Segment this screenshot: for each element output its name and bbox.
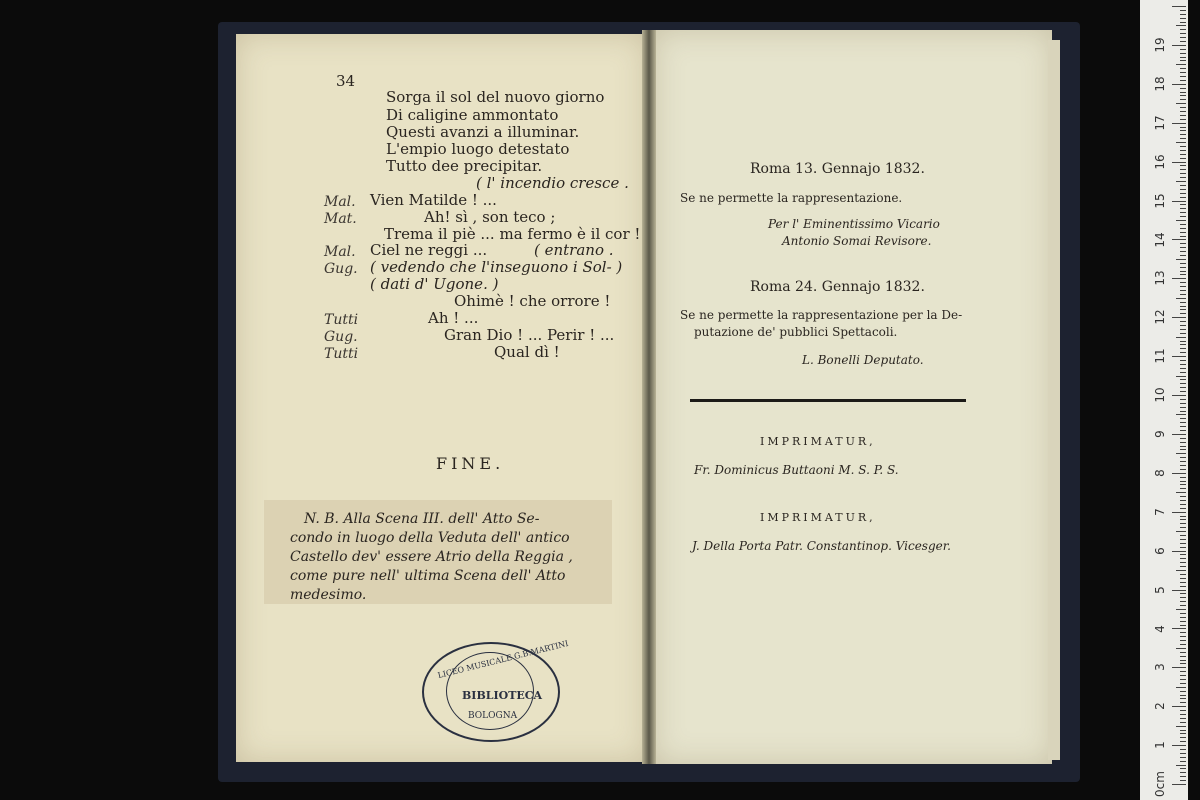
dialogue-line: Ah! sì , son teco ;	[424, 208, 556, 226]
ruler-tick	[1176, 298, 1186, 299]
ruler-tick	[1180, 360, 1186, 361]
ruler-tick	[1180, 189, 1186, 190]
ruler-number: 1	[1153, 741, 1167, 750]
ruler-tick	[1180, 508, 1186, 509]
signature-line: Per l' Eminentissimo Vicario	[768, 217, 940, 231]
ruler-tick	[1180, 364, 1186, 365]
ruler-tick	[1180, 547, 1186, 548]
ruler-tick	[1180, 22, 1186, 23]
ruler-tick	[1180, 500, 1186, 501]
ruler-tick	[1180, 411, 1186, 412]
ruler-tick	[1172, 395, 1186, 396]
note-line: N. B. Alla Scena III. dell' Atto Se-	[304, 511, 540, 527]
speaker-label: Gug.	[324, 261, 358, 277]
ruler-tick	[1180, 469, 1186, 470]
dialogue-line: Ah ! ...	[428, 309, 479, 327]
speaker-label: Mal.	[324, 194, 356, 210]
ruler-number: 11	[1153, 348, 1167, 364]
ruler-number: 13	[1153, 270, 1167, 287]
ruler-tick	[1172, 84, 1186, 85]
ruler-tick	[1180, 138, 1186, 139]
ruler-tick	[1172, 706, 1186, 707]
ruler-tick	[1180, 119, 1186, 120]
ruler-tick	[1180, 95, 1186, 96]
ruler-tick	[1180, 169, 1186, 170]
note-line: medesimo.	[290, 587, 367, 603]
ruler-tick	[1180, 57, 1186, 58]
ruler-tick	[1180, 197, 1186, 198]
ruler-tick	[1180, 488, 1186, 489]
ruler-tick	[1180, 733, 1186, 734]
ruler-tick	[1180, 383, 1186, 384]
ruler-tick	[1180, 154, 1186, 155]
ruler-tick	[1180, 134, 1186, 135]
ruler-tick	[1180, 49, 1186, 50]
dialogue-line: ( dati d' Ugone. )	[370, 275, 499, 293]
ruler-tick	[1180, 601, 1186, 602]
ruler-tick	[1180, 294, 1186, 295]
ruler-tick	[1180, 776, 1186, 777]
ruler-tick	[1180, 403, 1186, 404]
page-number: 34	[336, 72, 356, 90]
ruler-tick	[1180, 753, 1186, 754]
ruler-tick	[1176, 337, 1186, 338]
ruler-tick	[1180, 663, 1186, 664]
ruler-tick	[1180, 749, 1186, 750]
book-gutter	[642, 30, 656, 764]
verse-line: Di caligine ammontato	[386, 106, 559, 124]
ruler-tick	[1180, 18, 1186, 19]
signature-line: Antonio Somai Revisore.	[782, 234, 932, 248]
ruler-tick	[1176, 570, 1186, 571]
ruler-tick	[1176, 376, 1186, 377]
ruler-tick	[1172, 628, 1186, 629]
ruler-tick	[1172, 434, 1186, 435]
ruler-tick	[1180, 644, 1186, 645]
ruler-tick	[1180, 695, 1186, 696]
ruler-tick	[1180, 267, 1186, 268]
ruler-tick	[1176, 259, 1186, 260]
verse-line: Tutto dee precipitar.	[386, 157, 543, 175]
ruler-tick	[1176, 648, 1186, 649]
ruler-tick	[1176, 142, 1186, 143]
note-line: condo in luogo della Veduta dell' antico	[290, 530, 570, 546]
ruler-tick	[1180, 516, 1186, 517]
ruler-tick	[1180, 593, 1186, 594]
ruler-number: 2	[1153, 702, 1167, 711]
ruler-tick	[1180, 208, 1186, 209]
ruler-tick	[1180, 617, 1186, 618]
ruler-tick	[1180, 391, 1186, 392]
ruler-tick	[1180, 632, 1186, 633]
ruler-tick	[1180, 418, 1186, 419]
ruler-tick	[1172, 512, 1186, 513]
ruler-tick	[1176, 181, 1186, 182]
ruler-tick	[1180, 679, 1186, 680]
ruler-tick	[1180, 165, 1186, 166]
ruler-tick	[1180, 714, 1186, 715]
ruler-tick	[1180, 37, 1186, 38]
ruler-tick	[1180, 68, 1186, 69]
ruler-tick	[1180, 329, 1186, 330]
ruler-number: 17	[1153, 115, 1167, 131]
ruler-tick	[1180, 710, 1186, 711]
ruler-tick	[1180, 130, 1186, 131]
ruler-tick	[1176, 687, 1186, 688]
ruler-tick	[1180, 519, 1186, 520]
ruler-tick	[1180, 302, 1186, 303]
dialogue-line: Ciel ne reggi ...	[370, 241, 488, 259]
stage-direction: ( entrano .	[534, 241, 614, 259]
ruler-tick	[1180, 60, 1186, 61]
ruler-tick	[1180, 341, 1186, 342]
ruler-tick	[1180, 146, 1186, 147]
ruler-tick	[1180, 274, 1186, 275]
ruler-tick	[1180, 271, 1186, 272]
ruler-number: 14	[1153, 231, 1167, 248]
ruler-tick	[1180, 348, 1186, 349]
ruler-tick	[1176, 726, 1186, 727]
ruler-tick	[1180, 768, 1186, 769]
speaker-label: Gug.	[324, 329, 358, 345]
ruler-tick	[1180, 306, 1186, 307]
ruler-number: 15	[1153, 192, 1167, 209]
dialogue-line: Vien Matilde ! ...	[370, 191, 497, 209]
ruler-tick	[1172, 201, 1186, 202]
ruler-tick	[1176, 64, 1186, 65]
ruler-tick	[1180, 107, 1186, 108]
ruler-tick	[1180, 457, 1186, 458]
ruler-tick	[1180, 652, 1186, 653]
stamp-text-bottom: BOLOGNA	[468, 711, 518, 721]
ruler-tick	[1180, 539, 1186, 540]
ruler-number: 7	[1153, 507, 1167, 516]
speaker-label: Mal.	[324, 244, 356, 260]
ruler-tick	[1180, 671, 1186, 672]
ruler-tick	[1180, 523, 1186, 524]
ruler-tick	[1180, 53, 1186, 54]
ruler-tick	[1180, 111, 1186, 112]
date-line: Roma 24. Gennajo 1832.	[750, 279, 925, 295]
ruler-number: 19	[1153, 37, 1167, 53]
fine-heading: FINE.	[436, 454, 505, 473]
ruler-tick	[1180, 461, 1186, 462]
signature-line: L. Bonelli Deputato.	[802, 353, 924, 367]
ruler-tick	[1180, 247, 1186, 248]
ruler-tick	[1180, 372, 1186, 373]
ruler-tick	[1180, 33, 1186, 34]
ruler-tick	[1180, 660, 1186, 661]
ruler-number: 4	[1153, 624, 1167, 633]
ruler-number: 10	[1153, 387, 1167, 403]
ruler-number: 0cm	[1153, 771, 1167, 798]
dialogue-line: Ohimè ! che orrore !	[454, 292, 611, 310]
ruler-tick	[1180, 309, 1186, 310]
ruler-tick	[1180, 543, 1186, 544]
ruler-tick	[1180, 496, 1186, 497]
ruler-tick	[1180, 399, 1186, 400]
stamp-text-middle: BIBLIOTECA	[462, 689, 543, 702]
ruler-tick	[1180, 757, 1186, 758]
ruler-tick	[1180, 88, 1186, 89]
ruler-tick	[1180, 286, 1186, 287]
ruler-tick	[1180, 150, 1186, 151]
permit-line: putazione de' pubblici Spettacoli.	[694, 325, 898, 339]
ruler-tick	[1180, 691, 1186, 692]
ruler-tick	[1180, 636, 1186, 637]
ruler-number: 12	[1153, 309, 1167, 325]
stamp-text-top: LICEO MUSICALE G.B.MARTINI	[436, 638, 570, 681]
ruler-tick	[1172, 317, 1186, 318]
ruler-tick	[1180, 426, 1186, 427]
ruler-tick	[1172, 162, 1186, 163]
ruler-tick	[1180, 737, 1186, 738]
ruler-tick	[1180, 730, 1186, 731]
ruler-tick	[1176, 531, 1186, 532]
ruler-tick	[1180, 185, 1186, 186]
ruler-tick	[1180, 656, 1186, 657]
ruler-tick	[1180, 232, 1186, 233]
ruler-tick	[1180, 193, 1186, 194]
verse-line: Sorga il sol del nuovo giorno	[386, 88, 605, 106]
ruler-tick	[1180, 99, 1186, 100]
ruler-tick	[1180, 640, 1186, 641]
ruler-tick	[1180, 761, 1186, 762]
ruler-tick	[1180, 698, 1186, 699]
ruler-tick	[1180, 72, 1186, 73]
ruler-tick	[1180, 481, 1186, 482]
ruler-tick	[1180, 597, 1186, 598]
ruler-tick	[1172, 123, 1186, 124]
stage-direction: ( l' incendio cresce .	[476, 174, 629, 192]
ruler-tick	[1180, 115, 1186, 116]
ruler-number: 5	[1153, 585, 1167, 594]
ruler-tick	[1180, 282, 1186, 283]
ruler-tick	[1180, 325, 1186, 326]
ruler-tick	[1180, 251, 1186, 252]
verse-line: L'empio luogo detestato	[386, 140, 570, 158]
note-line: come pure nell' ultima Scena dell' Atto	[290, 568, 566, 584]
ruler-tick	[1172, 667, 1186, 668]
ruler-tick	[1180, 290, 1186, 291]
ruler-tick	[1172, 473, 1186, 474]
ruler-tick	[1180, 41, 1186, 42]
imprimatur-signature: Fr. Dominicus Buttaoni M. S. P. S.	[694, 463, 899, 477]
speaker-label: Tutti	[324, 312, 359, 328]
ruler-tick	[1180, 675, 1186, 676]
permit-line: Se ne permette la rappresentazione.	[680, 191, 903, 205]
ruler-tick	[1180, 566, 1186, 567]
ruler-number: 8	[1153, 469, 1167, 477]
ruler-number: 6	[1153, 546, 1167, 555]
ruler-tick	[1172, 590, 1186, 591]
note-line: Castello dev' essere Atrio della Reggia ,	[290, 549, 573, 565]
ruler-tick	[1172, 784, 1186, 785]
ruler-tick	[1180, 352, 1186, 353]
ruler-tick	[1176, 103, 1186, 104]
dialogue-line: ( vedendo che l'inseguono i Sol- )	[370, 258, 623, 276]
ruler-tick	[1180, 204, 1186, 205]
ruler-tick	[1180, 368, 1186, 369]
ruler-number: 9	[1153, 430, 1167, 438]
ruler-tick	[1180, 228, 1186, 229]
ruler-tick	[1180, 92, 1186, 93]
ruler-tick	[1180, 780, 1186, 781]
ruler-tick	[1180, 562, 1186, 563]
ruler-tick	[1176, 453, 1186, 454]
date-line: Roma 13. Gennajo 1832.	[750, 161, 925, 177]
ruler-tick	[1176, 25, 1186, 26]
ruler-tick	[1180, 578, 1186, 579]
ruler-tick	[1180, 527, 1186, 528]
ruler-tick	[1180, 477, 1186, 478]
ruler-tick	[1180, 449, 1186, 450]
ruler-tick	[1180, 605, 1186, 606]
right-page	[654, 30, 1052, 764]
imprimatur-heading: IMPRIMATUR,	[760, 511, 876, 524]
ruler-tick	[1180, 216, 1186, 217]
ruler-tick	[1180, 430, 1186, 431]
ruler-tick	[1180, 321, 1186, 322]
dialogue-line: Qual dì !	[494, 343, 560, 361]
ruler-tick	[1180, 504, 1186, 505]
ruler-tick	[1176, 492, 1186, 493]
ruler-number: 16	[1153, 154, 1167, 170]
ruler-tick	[1180, 625, 1186, 626]
ruler-tick	[1180, 484, 1186, 485]
ruler-tick	[1172, 551, 1186, 552]
ruler-tick	[1180, 554, 1186, 555]
ruler-tick	[1180, 263, 1186, 264]
ruler-tick	[1180, 379, 1186, 380]
ruler-tick	[1172, 745, 1186, 746]
ruler-tick	[1172, 239, 1186, 240]
ruler-tick	[1180, 344, 1186, 345]
ruler-number: 18	[1153, 76, 1167, 92]
ruler-tick	[1180, 718, 1186, 719]
ruler-tick	[1180, 558, 1186, 559]
ruler-tick	[1180, 446, 1186, 447]
ruler-tick	[1180, 422, 1186, 423]
speaker-label: Tutti	[324, 346, 359, 362]
ruler-tick	[1172, 356, 1186, 357]
permit-line: Se ne permette la rappresentazione per la De-	[680, 308, 963, 322]
ruler-tick	[1180, 76, 1186, 77]
speaker-label: Mat.	[324, 211, 357, 227]
ruler-tick	[1176, 765, 1186, 766]
verse-line: Questi avanzi a illuminar.	[386, 123, 580, 141]
horizontal-rule	[690, 399, 966, 402]
dialogue-line: Gran Dio ! ... Perir ! ...	[444, 326, 615, 344]
imprimatur-heading: IMPRIMATUR,	[760, 435, 876, 448]
ruler-tick	[1180, 722, 1186, 723]
ruler-tick	[1176, 414, 1186, 415]
ruler-tick	[1180, 535, 1186, 536]
ruler-tick	[1180, 683, 1186, 684]
imprimatur-signature: J. Della Porta Patr. Constantinop. Vicesger.	[692, 539, 951, 553]
ruler-tick	[1180, 465, 1186, 466]
ruler-tick	[1180, 574, 1186, 575]
ruler-tick	[1180, 442, 1186, 443]
ruler-tick	[1180, 80, 1186, 81]
ruler-number: 3	[1153, 663, 1167, 672]
ruler-tick	[1180, 158, 1186, 159]
ruler-tick	[1180, 14, 1186, 15]
ruler-tick	[1180, 438, 1186, 439]
ruler-tick	[1180, 243, 1186, 244]
ruler-tick	[1180, 173, 1186, 174]
ruler-tick	[1180, 407, 1186, 408]
ruler-tick	[1180, 333, 1186, 334]
ruler-tick	[1180, 741, 1186, 742]
ruler-tick	[1180, 255, 1186, 256]
ruler-tick	[1180, 236, 1186, 237]
ruler-tick	[1180, 313, 1186, 314]
dialogue-line: Trema il piè ... ma fermo è il cor !	[384, 225, 641, 243]
ruler-tick	[1180, 772, 1186, 773]
ruler-tick	[1180, 127, 1186, 128]
ruler-tick	[1180, 212, 1186, 213]
ruler-tick	[1172, 278, 1186, 279]
ruler-tick	[1172, 6, 1186, 7]
ruler-tick	[1180, 586, 1186, 587]
ruler-tick	[1180, 582, 1186, 583]
ruler-tick	[1180, 224, 1186, 225]
ruler-tick	[1180, 621, 1186, 622]
ruler-tick	[1176, 220, 1186, 221]
ruler-tick	[1180, 387, 1186, 388]
ruler-tick	[1180, 613, 1186, 614]
ruler-tick	[1180, 702, 1186, 703]
ruler-tick	[1176, 609, 1186, 610]
ruler-tick	[1180, 177, 1186, 178]
page-edges	[1048, 40, 1060, 760]
ruler-tick	[1180, 10, 1186, 11]
ruler-tick	[1180, 29, 1186, 30]
ruler-tick	[1172, 45, 1186, 46]
